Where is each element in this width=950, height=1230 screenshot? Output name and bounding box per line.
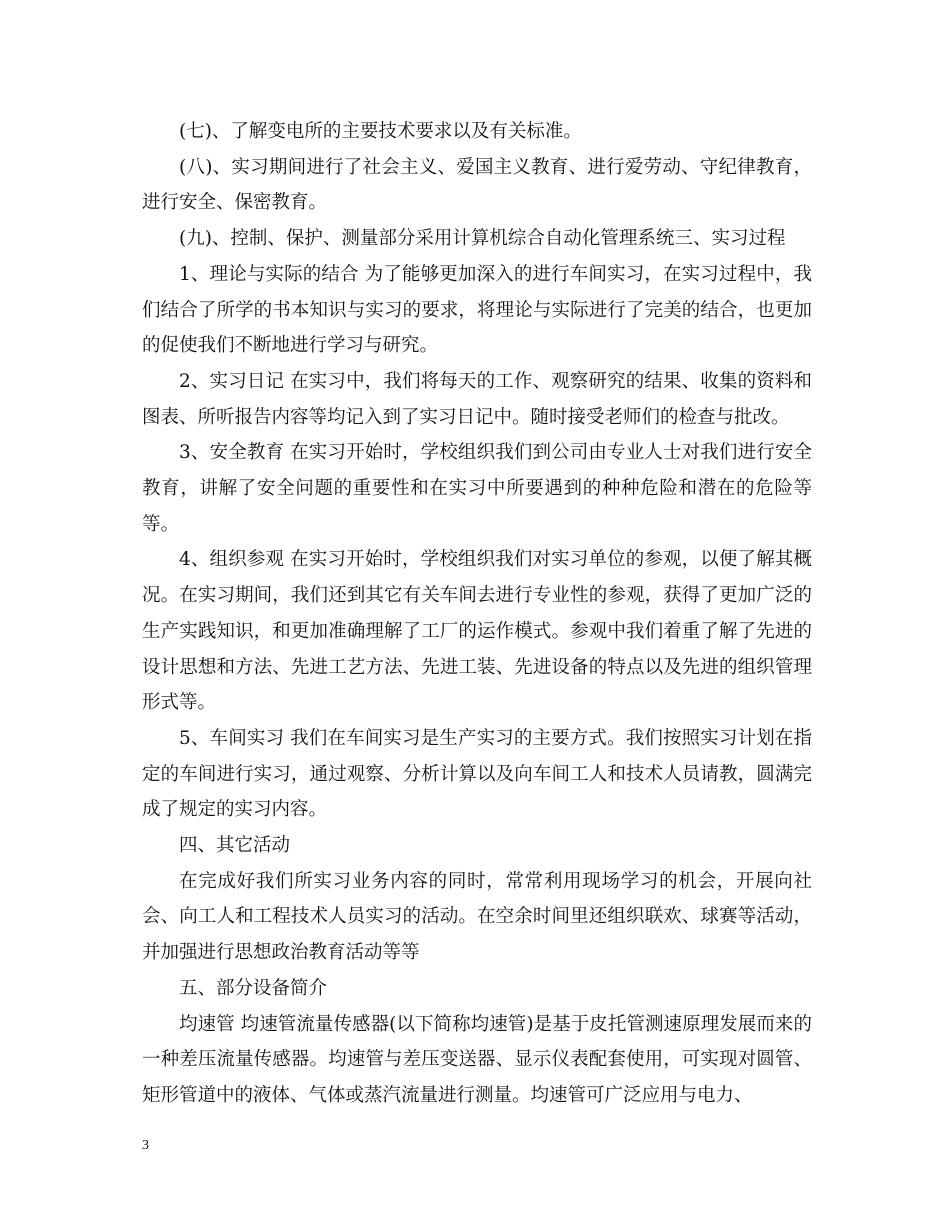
page-number: 3 bbox=[142, 1138, 149, 1153]
document-body bbox=[142, 114, 812, 1114]
paragraph-seven: (七)、了解变电所的主要技术要求以及有关标准。 bbox=[179, 121, 582, 142]
paragraph-other-activities: 在完成好我们所实习业务内容的同时，常常利用现场学习的机会，开展向社会、向工人和工程技术人员实习的活动。在空余时间里还组织联欢、球赛等活动，并加强进行思想政治教育活动等等 bbox=[142, 870, 812, 964]
paragraph-eight: (八)、实习期间进行了社会主义、爱国主义教育、进行爱劳动、守纪律教育，进行安全、保密教育。 bbox=[142, 156, 812, 214]
paragraph-internship-diary: 2、实习日记 在实习中，我们将每天的工作、观察研究的结果、收集的资料和图表、所听报告内容等均记入到了实习日记中。随时接受老师们的检查与批改。 bbox=[142, 370, 812, 428]
paragraph-organized-visit: 4、组织参观 在实习开始时，学校组织我们对实习单位的参观，以便了解其概况。在实习期间，我们还到其它有关车间去进行专业性的参观，获得了更加广泛的生产实践知识，和更加准确理解了工厂的运作模式。参观中我们着重了解了先进的设计思想和方法、先进工艺方法、先进工装、先进设备的特点以及先进的组织管理形式等。 bbox=[142, 549, 812, 714]
paragraph-theory-practice: 1、理论与实际的结合 为了能够更加深入的进行车间实习，在实习过程中，我们结合了所学的书本知识与实习的要求，将理论与实际进行了完美的结合，也更加的促使我们不断地进行学习与研究。 bbox=[142, 263, 812, 357]
paragraph-safety-education: 3、安全教育 在实习开始时，学校组织我们到公司由专业人士对我们进行安全教育，讲解了安全问题的重要性和在实习中所要遇到的种种危险和潜在的危险等等。 bbox=[142, 442, 812, 535]
section-heading-other-activities: 四、其它活动 bbox=[179, 835, 291, 857]
paragraph-averaging-tube: 均速管 均速管流量传感器(以下简称均速管)是基于皮托管测速原理发展而来的一种差压流量传感器。均速管与差压变送器、显示仪表配套使用，可实现对圆管、矩形管道中的液体、气体或蒸汽流量进行测量。均速管可广泛应用与电力、 bbox=[142, 1013, 812, 1106]
paragraph-nine: (九)、控制、保护、测量部分采用计算机综合自动化管理系统三、实习过程 bbox=[179, 228, 786, 250]
paragraph-workshop-internship: 5、车间实习 我们在车间实习是生产实习的主要方式。我们按照实习计划在指定的车间进行实习，通过观察、分析计算以及向车间工人和技术人员请教，圆满完成了规定的实习内容。 bbox=[142, 727, 812, 821]
section-heading-equipment: 五、部分设备简介 bbox=[179, 977, 328, 999]
